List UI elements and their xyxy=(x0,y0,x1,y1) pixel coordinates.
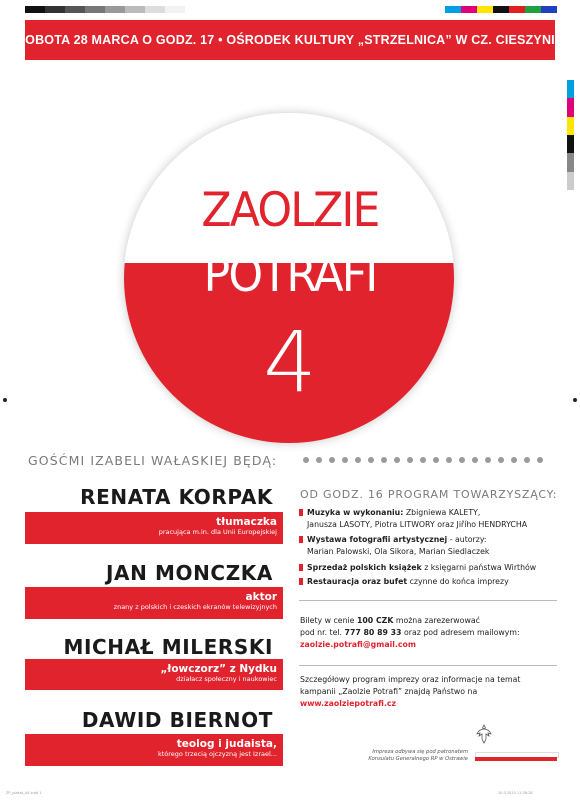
program-item-restaurant: Restauracja oraz bufet czynne do końca imprezy xyxy=(299,576,559,588)
guests-heading: GOŚĆMI IZABELI WAŁASKIEJ BĘDĄ: xyxy=(28,453,278,468)
print-color-strip xyxy=(567,80,574,190)
guest-name: MICHAŁ MILERSKI xyxy=(63,635,273,659)
guest-description: działacz społeczny i naukowiec xyxy=(176,675,277,683)
polish-eagle-icon xyxy=(476,724,492,744)
guest-description: znany z polskich i czeskich ekranów telewizyjnych xyxy=(113,603,277,611)
guest-info-bar xyxy=(25,734,283,766)
flag-red-stripe xyxy=(475,757,557,761)
guest-description: którego trzecią ojczyzną jest Izrael... xyxy=(157,750,277,758)
guest-role: teolog i judaista, xyxy=(176,738,277,750)
program-item-books: Sprzedaż polskich książek z księgarni państwa Wirthów xyxy=(299,562,559,574)
program-item-exhibition: Wystawa fotografii artystycznej - autorzy: Marian Palowski, Ola Sikora, Marian Siedlaczek xyxy=(299,534,559,557)
bullet-square-icon xyxy=(299,578,303,585)
bullet-square-icon xyxy=(299,564,303,571)
bullet-square-icon xyxy=(299,536,303,543)
guest-role: aktor xyxy=(245,591,277,603)
more-info: Szczegółowy program imprezy oraz informacje na temat kampanii „Zaolzie Potrafi” znajdą Państwo na www.zaolziepotrafi.cz xyxy=(300,675,521,708)
guest-role: tłumaczka xyxy=(216,516,277,528)
guest-name: JAN MONCZKA xyxy=(105,561,273,585)
bullet-square-icon xyxy=(299,509,303,516)
program-item-music: Muzyka w wykonaniu: Zbigniewa KALETY, Janusza LASOTY, Piotra LITWORY oraz Jiřího HENDRYCHA xyxy=(299,507,559,530)
logo-edition-number: 4 xyxy=(263,313,317,411)
guest-description: pracująca m.in. dla Unii Europejskiej xyxy=(158,528,277,536)
guest-name: RENATA KORPAK xyxy=(80,485,273,509)
event-banner: SOBOTA 28 MARCA O GODZ. 17 • OŚRODEK KULTURY „STRZELNICA” W CZ. CIESZYNIE xyxy=(25,20,555,60)
website-link[interactable]: www.zaolziepotrafi.cz xyxy=(300,699,397,708)
print-timestamp: 10.3.2015 11:36:28 xyxy=(498,791,533,795)
guest-info-bar xyxy=(25,587,283,619)
guest-info-bar xyxy=(25,659,283,690)
email-link[interactable]: zaolzie.potrafi@gmail.com xyxy=(300,640,417,649)
logo-title-line2: POTRAFI xyxy=(203,248,377,303)
dotted-divider xyxy=(303,457,543,463)
print-calibration-bar xyxy=(25,6,185,13)
divider xyxy=(299,600,557,601)
print-file-label: ZP_plakat_A4.indd 1 xyxy=(6,791,42,795)
divider xyxy=(299,665,557,666)
guest-role: „łowczorz” z Nydku xyxy=(160,663,277,675)
tickets-info: Bilety w cenie 100 CZK można zarezerwować pod nr. tel. 777 80 89 33 oraz pod adresem mailowym: zaolzie.potrafi@gmail.com xyxy=(300,616,520,649)
print-color-bar xyxy=(445,6,557,13)
patronage-note: Impreza odbywa się pod patronatem Konsulatu Generalnego RP w Ostrawie xyxy=(368,749,468,762)
guest-info-bar xyxy=(25,512,283,544)
program-heading: OD GODZ. 16 PROGRAM TOWARZYSZĄCY: xyxy=(300,488,558,501)
guest-name: DAWID BIERNOT xyxy=(81,708,273,732)
logo-title-line1: ZAOLZIE xyxy=(201,183,379,238)
